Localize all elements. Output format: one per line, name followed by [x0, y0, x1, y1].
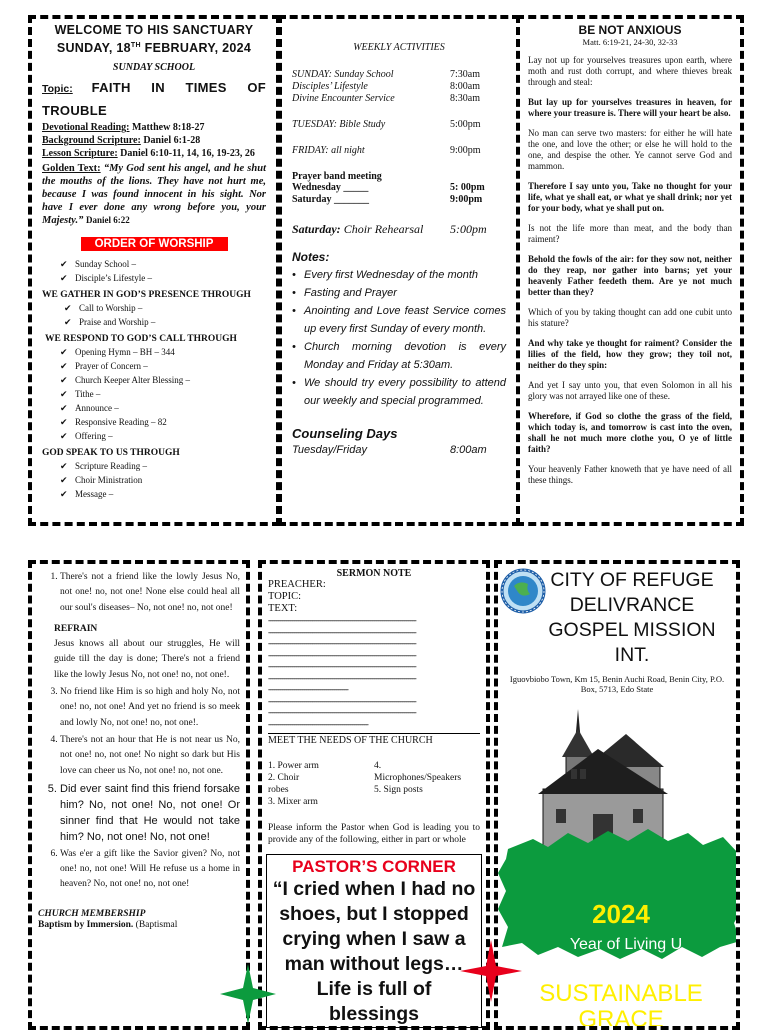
notes-list — [292, 266, 506, 410]
list-item: ✔ Disciple’s Lifestyle – — [60, 271, 266, 285]
checklist-a — [42, 257, 266, 285]
sunday-school-title: SUNDAY SCHOOL — [112, 62, 196, 74]
background-scripture: Background Scripture: Daniel 6:1-28 — [42, 135, 201, 147]
list-item: ✔ Call to Worship – — [64, 301, 266, 315]
hymn-verse: 6. Was e'er a gift like the Savior given? No, not one! no, not one! Will He refuse us a home in heaven? No, not one! no, not one! — [60, 847, 240, 893]
list-item: • Anointing and Love feast Service comes up every first Sunday of every month. — [304, 302, 506, 338]
schedule-row: FRIDAY: all night 9:00pm — [292, 145, 481, 156]
list-item: ✔ Opening Hymn – BH – 344 — [60, 345, 266, 359]
verse-paragraph: Your heavenly Father knoweth that ye have need of all these things. — [528, 464, 732, 485]
pastors-corner-box — [266, 854, 482, 1028]
pastor-quote: “I cried when I had no shoes, but I stopped crying when I saw a man without legs… Life is full of blessings — [272, 878, 476, 1025]
weekly-activities-title: WEEKLY ACTIVITIES — [353, 42, 445, 53]
verse-paragraph: But lay up for yourselves treasures in heaven, for where your treasure is. There will your heart be also. — [528, 97, 732, 118]
counseling-row: Tuesday/Friday 8:00am — [292, 444, 487, 456]
checklist-c — [42, 345, 266, 443]
lesson-scripture: Lesson Scripture: Daniel 6:10-11, 14, 16, 19-23, 26 — [42, 148, 255, 160]
schedule-row: SUNDAY: Sunday School 7:30am — [292, 69, 480, 80]
green-sparkle-icon — [220, 964, 276, 1024]
devotional-reading: Devotional Reading: Matthew 8:18-27 — [42, 122, 205, 134]
needs-list — [268, 760, 480, 808]
list-item: ✔ Responsive Reading – 82 — [60, 415, 266, 429]
weekly-activities-panel — [278, 15, 520, 526]
list-item: ✔ Offering – — [60, 429, 266, 443]
notes-title: Notes: — [292, 250, 330, 264]
list-item: ✔ Message – — [60, 487, 266, 501]
sunday-service-panel — [28, 15, 280, 526]
church-address: Iguovbiobo Town, Km 15, Benin Auchi Road, Benin City, P.O. Box, 5713, Edo State — [509, 674, 725, 694]
verse-paragraph: And yet I say unto you, that even Solomon in all his glory was not arrayed like one of these. — [528, 380, 732, 401]
list-item: ✔ Church Keeper Alter Blessing – — [60, 373, 266, 387]
membership-title: CHURCH MEMBERSHIP — [38, 908, 146, 919]
verse-paragraph: And why take ye thought for raiment? Consider the lilies of the field, how they grow; they toil not, neither do they spin: — [528, 338, 732, 370]
scripture-reference: Matt. 6:19-21, 24-30, 32-33 — [582, 37, 678, 47]
list-item: • We should try every possibility to attend our weekly and special programmed. — [304, 374, 506, 410]
verse-paragraph: Wherefore, if God so clothe the grass of the field, which today is, and tomorrow is cast into the oven, shall he not much more clothe you, O ye of little faith? — [528, 411, 732, 454]
scripture-panel — [516, 15, 744, 526]
verse-paragraph: Which of you by taking thought can add one cubit unto his stature? — [528, 307, 732, 328]
list-item: • Fasting and Prayer — [304, 284, 506, 302]
list-item: ✔ Praise and Worship – — [64, 315, 266, 329]
list-item: ✔ Prayer of Concern – — [60, 359, 266, 373]
hymn-panel — [28, 560, 250, 1030]
list-item: • Every first Wednesday of the month — [304, 266, 506, 284]
golden-text: Golden Text: “My God sent his angel, and he shut the mouths of the lions. They have not hurt me, because I was found innocent in his sight. Nor have I ever done any wrong before you, your Majesty.” Daniel 6:22 — [42, 163, 266, 227]
preacher-field: PREACHER: — [268, 579, 326, 590]
red-sparkle-icon — [460, 940, 522, 1002]
list-item: • Church morning devotion is every Monday and Friday at 5:30am. — [304, 338, 506, 374]
list-item: 3. Mixer arm — [268, 797, 318, 807]
sermon-note-panel — [258, 560, 490, 1030]
globe-logo-icon — [500, 568, 546, 614]
schedule-row: Saturday _______ 9:00pm — [292, 194, 483, 205]
verse-paragraph: Lay not up for yourselves treasures upon earth, where moth and rust doth corrupt, and where thieves break through and steal: — [528, 55, 732, 87]
church-name: CITY OF REFUGE DELIVRANCE GOSPEL MISSION INT. — [548, 569, 716, 666]
list-item: 5. Sign posts — [374, 785, 423, 795]
scripture-title: BE NOT ANXIOUS — [578, 23, 682, 37]
year-label: 2024 — [592, 899, 650, 929]
refrain-text: Jesus knows all about our struggles, He will guide till the day is done; There's not a friend like the lowly Jesus No, not one! no, not one!. — [54, 639, 240, 680]
hymn-verse: 1. There's not a friend like the lowly Jesus No, not one! no, not one! None else could heal all our soul's diseases– No, not one! no, not one! — [60, 570, 240, 616]
schedule-row: Wednesday _____ 5: 00pm — [292, 182, 485, 193]
membership-section: CHURCH MEMBERSHIP Baptism by Immersion. (Baptismal — [38, 909, 240, 931]
text-field: TEXT: — [268, 603, 298, 614]
list-item: ✔ Sunday School – — [60, 257, 266, 271]
section-gather: WE GATHER IN GOD’S PRESENCE THROUGH — [42, 290, 251, 301]
list-item: ✔ Choir Ministration — [60, 473, 266, 487]
topic-field: TOPIC: — [268, 591, 302, 602]
refrain-block — [54, 622, 240, 683]
list-item: ✔ Tithe – — [60, 387, 266, 401]
sermon-note-title: SERMON NOTE — [336, 568, 412, 579]
sustainable-grace-title: SUSTAINABLE GRACE — [539, 980, 703, 1030]
list-item: ✔ Scripture Reading – — [60, 459, 266, 473]
list-item: ✔ Announce – — [60, 401, 266, 415]
section-speak: GOD SPEAK TO US THROUGH — [42, 448, 180, 459]
verse-list — [528, 55, 732, 486]
topic-line: Topic: FAITH IN TIMES OF TROUBLE — [42, 80, 266, 119]
pastors-corner-title: PASTOR’S CORNER — [292, 857, 456, 876]
welcome-heading: WELCOME TO HIS SANCTUARY SUNDAY, 18TH FEBRUARY, 2024 — [54, 23, 254, 56]
prayer-band-title: Prayer band meeting — [292, 171, 382, 182]
schedule-row: Disciples’ Lifestyle 8:00am — [292, 81, 480, 92]
note-lines: -------------------------------------------------------------------------- -------------------------------------------------------------------------- -------------------------------------------------------------------------- -------------------------------------------------------------------------- -------------------------------------------------------------------------- -------------------------------------------------------------------------- ---------------------------------------- -------------------------------------------------------------------------- -------------------------------------------------------------------------- -------------------------------------------------- — [268, 615, 416, 729]
notes-section — [292, 248, 506, 410]
order-of-worship-banner: ORDER OF WORSHIP — [81, 237, 228, 251]
meet-needs-title: MEET THE NEEDS OF THE CHURCH — [268, 733, 480, 746]
section-respond: WE RESPOND TO GOD’S CALL THROUGH — [45, 334, 237, 345]
counseling-title: Counseling Days — [292, 426, 398, 441]
year-theme: Year of Living U — [569, 936, 683, 953]
schedule-row: TUESDAY: Bible Study 5:00pm — [292, 119, 481, 130]
verse-paragraph: Therefore I say unto you, Take no thought for your life, what ye shall eat, or what ye shall drink; nor yet for your body, what ye shall put on. — [528, 181, 732, 213]
hymn-verse: 4. There's not an hour that He is not near us No, not one! no, not one! No night so dark but His love can cheer us No, not one! no, not one. — [60, 733, 240, 779]
list-item: 1. Power arm — [268, 761, 319, 771]
hymn-verse: 5. Did ever saint find this friend forsake him? No, not one! No, not one! Or sinner find that He would not take him? No, not one! No, not one! — [60, 781, 240, 845]
list-item: 2. Choir robes — [268, 773, 300, 795]
hymn-verses — [38, 570, 240, 893]
verse-paragraph: Is not the life more than meat, and the body than raiment? — [528, 223, 732, 244]
refrain-title: REFRAIN — [54, 623, 98, 634]
choir-rehearsal-row: Saturday: Choir Rehearsal 5:00pm — [292, 222, 487, 236]
checklist-d — [42, 459, 266, 501]
inform-pastor-text: Please inform the Pastor when God is leading you to provide any of the following, either in part or whole — [268, 823, 480, 845]
verse-paragraph: Behold the fowls of the air: for they sow not, neither do they reap, nor gather into barns; yet your heavenly Father feedeth them. Are ye not much better than they? — [528, 254, 732, 297]
list-item: 4. Microphones/Speakers — [374, 761, 462, 783]
hymn-verse: 3. No friend like Him is so high and holy No, not one! no, not one! And yet no friend is so meek and lowly No, not one! no, not one!. — [60, 685, 240, 731]
checklist-b — [42, 301, 266, 329]
schedule-row: Divine Encounter Service 8:30am — [292, 93, 480, 104]
verse-paragraph: No man can serve two masters: for either he will hate the one, and love the other; or else he will hold to the one, and despise the other. Ye cannot serve God and mammon. — [528, 128, 732, 171]
cover-panel — [494, 560, 740, 1030]
